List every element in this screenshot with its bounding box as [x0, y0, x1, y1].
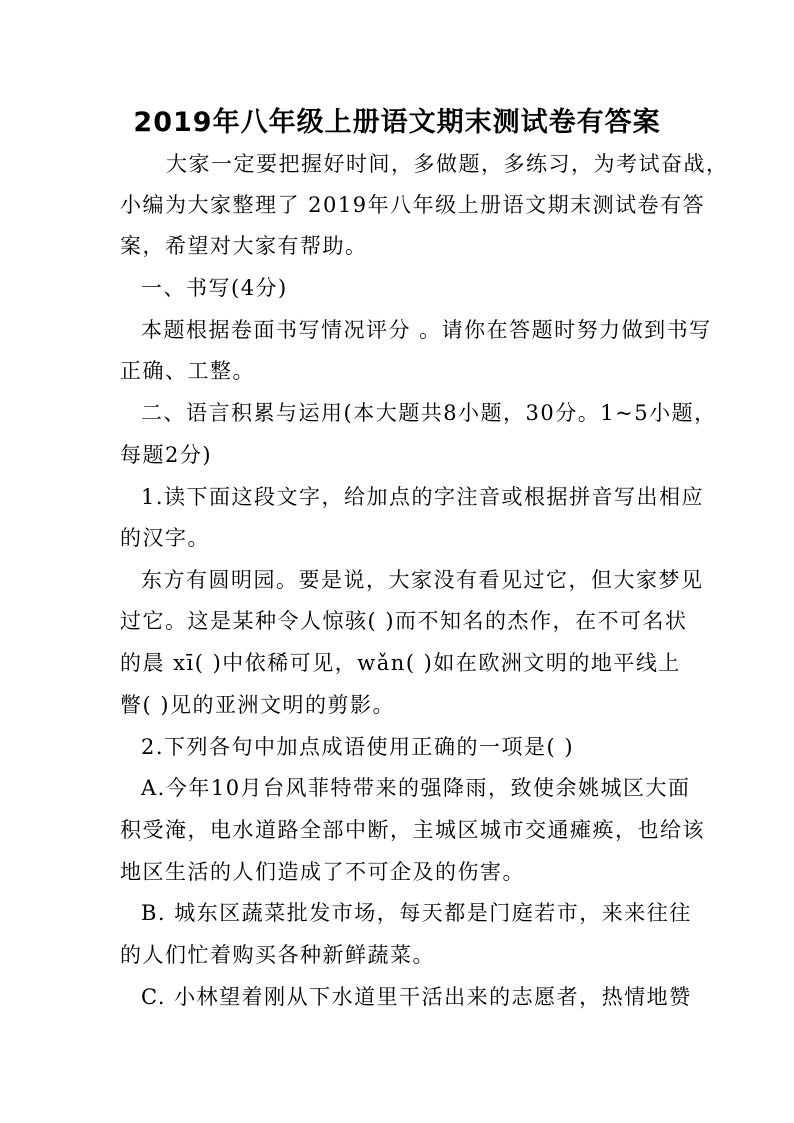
- section-heading-language-cont: 每题2分): [120, 443, 213, 467]
- passage-line-3: 的晨 xī( )中依稀可见，wǎn( )如在欧洲文明的地平线上: [120, 651, 681, 675]
- question-2: 2.下列各句中加点成语使用正确的一项是( ): [141, 735, 575, 759]
- passage-line-1: 东方有圆明园。要是说，大家没有看见过它，但大家梦见: [141, 568, 704, 592]
- option-b-line-1: B. 城东区蔬菜批发市场，每天都是门庭若市，来来往往: [141, 901, 692, 925]
- section-heading-language: 二、语言积累与运用(本大题共8小题，30分。1~5小题，: [141, 401, 717, 425]
- writing-instruction-line-2: 正确、工整。: [120, 359, 255, 383]
- option-a-line-2: 积受淹，电水道路全部中断，主城区城市交通瘫痪，也给该: [120, 818, 705, 842]
- option-c-line-1: C. 小林望着刚从下水道里干活出来的志愿者，热情地赞: [141, 985, 692, 1009]
- writing-instruction-line-1: 本题根据卷面书写情况评分 。请你在答题时努力做到书写: [141, 318, 712, 342]
- option-b-line-2: 的人们忙着购买各种新鲜蔬菜。: [120, 943, 435, 967]
- option-a-line-1: A.今年10月台风菲特带来的强降雨，致使余姚城区大面: [141, 776, 691, 800]
- document-title: 2019年八年级上册语文期末测试卷有答案: [133, 107, 661, 138]
- intro-line-1: 大家一定要把握好时间，多做题，多练习，为考试奋战，: [166, 152, 729, 176]
- passage-line-4: 瞥( )见的亚洲文明的剪影。: [120, 693, 396, 717]
- intro-line-3: 案，希望对大家有帮助。: [120, 234, 368, 258]
- option-a-line-3: 地区生活的人们造成了不可企及的伤害。: [120, 860, 525, 884]
- section-heading-writing: 一、书写(4分): [141, 276, 288, 300]
- question-1-line-2: 的汉字。: [120, 526, 210, 550]
- passage-line-2: 过它。这是某种令人惊骇( )而不知名的杰作，在不可名状: [120, 609, 688, 633]
- intro-line-2: 小编为大家整理了 2019年八年级上册语文期末测试卷有答: [120, 193, 706, 217]
- question-1-line-1: 1.读下面这段文字，给加点的字注音或根据拼音写出相应: [141, 485, 705, 509]
